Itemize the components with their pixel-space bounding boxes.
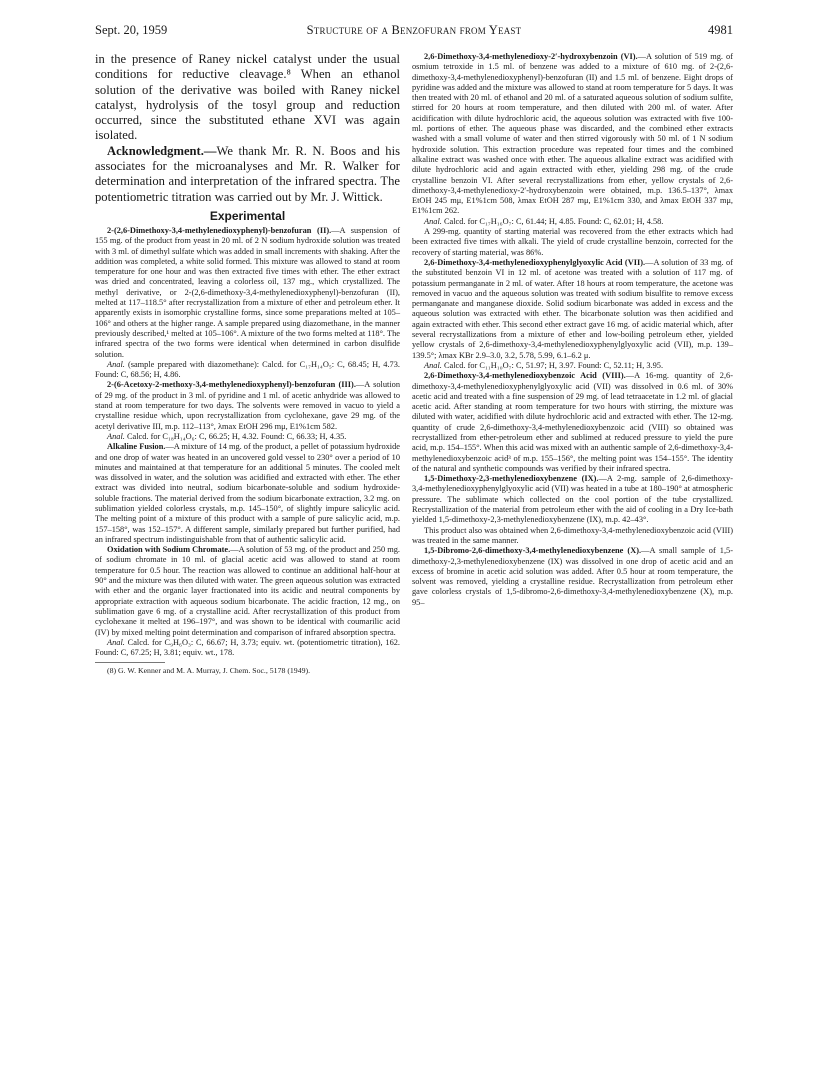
procedure-text: —A solution of 519 mg. of osmium tetroxide in 1.5 ml. of benzene was added to a mixture of 610 mg. of 2-(2,6-dimethoxy-3,4-methylenedioxyphenyl)-benzofuran (II) and 1.5 ml. of benzene. Eight drops of pyridine was added and the mixture was allowed to stand at room temperature for 5 days. It was then treated with 20 ml. of ethanol and 20 ml. of a saturated aqueous solution of sodium sulfite, stirred for 20 hours at room temperature, and then diluted with 200 ml. of water. After acidification with dilute hydrochloric acid, the aqueous solution was extracted with five 100-ml. portions of ether. The aqueous phase was discarded, and the combined ether extracts washed with a small volume of water and then stirred vigorously with 50 ml. of 1 N sodium hydroxide solution. This extraction procedure was repeated four times and the combined alkaline extract was washed once with ether. The aqueous alkaline extract was acidified with dilute hydrochloric acid and again extracted with ether, yielding 298 mg. of the crude crystalline benzoin VI. After several recrystallizations from ether, yellow crystals of 2,6-dimethoxy-3,4-methylenedioxy-2′-hydroxybenzoin were obtained, m.p. 136.5–137°, λmax EtOH 245 mμ, E1%1cm 508, λmax EtOH 287 mμ, E1%1cm 330, and λmax EtOH 337 mμ, E1%1cm 262. bbox=[412, 52, 733, 216]
procedure-dibromo-x bbox=[412, 546, 733, 608]
anal-label: Anal. bbox=[107, 637, 125, 647]
procedure-heading: 2-(2,6-Dimethoxy-3,4-methylenedioxyphenyl)-benzofuran (II). bbox=[107, 225, 332, 235]
procedure-heading: 1,5-Dibromo-2,6-dimethoxy-3,4-methylenedioxybenzene (X). bbox=[424, 546, 642, 556]
procedure-text: —A 2-mg. sample of 2,6-dimethoxy-3,4-methylenedioxyphenylglyoxylic acid (VII) was heated in a tube at 180–190° at atmospheric pressure. The sublimate which collected on the cool portion of the tube crystallized. Recrystallization of the material from petroleum ether with the aid of cooling in a Dry Ice-bath yielded 1,5-dimethoxy-2,3-methylenedioxybenzene (IX), m.p. 42–43°. bbox=[412, 474, 733, 525]
anal-text: Calcd. for C₁₇H₁₆O₇: C, 61.44; H, 4.85. Found: C, 62.01; H, 4.58. bbox=[441, 216, 664, 226]
analysis-benzoin-vi bbox=[412, 217, 733, 227]
page-number: 4981 bbox=[708, 23, 733, 37]
procedure-heading: 2,6-Dimethoxy-3,4-methylenedioxy-2′-hydroxybenzoin (VI). bbox=[424, 52, 638, 61]
procedure-acetoxy-iii bbox=[95, 380, 400, 431]
procedure-benzofuran-ii bbox=[95, 226, 400, 360]
left-column bbox=[95, 52, 400, 676]
acknowledgment-text: We thank Mr. R. N. Boos and his associates for the microanalyses and Mr. R. Walker for determination and interpretation of the infrared spectra. The potentiometric titration was carried out by Mr. J. Wittick. bbox=[95, 143, 400, 204]
anal-label: Anal. bbox=[107, 359, 125, 369]
anal-label: Anal. bbox=[424, 216, 442, 226]
anal-text: Calcd. for C₁₁H₁₀O₇: C, 51.97; H, 3.97. Found: C, 52.11; H, 3.95. bbox=[441, 360, 664, 370]
procedure-text: —A solution of 29 mg. of the product in 3 ml. of pyridine and 1 ml. of acetic anhydride was allowed to stand at room temperature for two days. The solvents were removed in vacuo to yield a crystalline residue which, upon recrystallization from cyclohexane, gave 29 mg. of the acetyl derivative III, m.p. 112–113°, λmax EtOH 296 mμ, E1%1cm 582. bbox=[95, 380, 400, 431]
procedure-chromate-oxidation bbox=[95, 545, 400, 638]
intro-paragraph: in the presence of Raney nickel catalyst under the usual conditions for reductive cleavage.⁸ When an ethanol solution of the derivative was boiled with Raney nickel catalyst, hydrolysis of the tosyl group and reduction occurred, since the substituted ethane XVI was again isolated. bbox=[95, 52, 400, 143]
analysis-benzofuran-ii bbox=[95, 360, 400, 381]
footnote: (8) G. W. Kenner and M. A. Murray, J. Chem. Soc., 5178 (1949). bbox=[107, 666, 311, 676]
procedure-heading: 1,5-Dimethoxy-2,3-methylenedioxybenzene (IX). bbox=[424, 474, 599, 484]
procedure-heading: 2-(6-Acetoxy-2-methoxy-3,4-methylenedioxyphenyl)-benzofuran (III). bbox=[107, 380, 356, 390]
procedure-text: —A solution of 53 mg. of the product and 250 mg. of sodium chromate in 10 ml. of glacial acetic acid was allowed to stand at room temperature for 0.5 hour. The reaction was allowed to continue an additional half-hour at 90° and the mixture was then diluted with water. The green aqueous solution was extracted with ether and the organic layer fractionated into its acidic and neutral components by appropriate extraction with aqueous sodium bicarbonate. The acidic fraction, 12 mg., on sublimation gave 6 mg. of a crystalline acid. After recrystallization of this product from cyclohexane it melted at 196–197°, and was shown to be identical with coumarilic acid (IV) by mixed melting point determination and comparison of infrared absorption spectra. bbox=[95, 545, 400, 637]
procedure-heading: 2,6-Dimethoxy-3,4-methylenedioxybenzoic Acid (VIII). bbox=[424, 371, 626, 381]
procedure-text: —A mixture of 14 mg. of the product, a pellet of potassium hydroxide and one drop of water was heated in an uncovered gold vessel to 230° over a period of 10 minutes and maintained at that temperature for an additional 5 minutes. The cooled melt was dissolved in water, and the solution was acidified and extracted with ether. The ether extract was divided into neutral, sodium bicarbonate-soluble and sodium hydroxide-soluble fractions. The material derived from the sodium bicarbonate extraction, 3.2 mg. on sublimation yielded colorless crystals, m.p. 145–150°, of slightly impure salicylic acid. The melting point of a mixture of this product with a sample of pure salicylic acid, m.p. 157–158°, was 152–157°. A different sample, similarly prepared but further purified, had an infrared spectrum indistinguishable from that of authentic salicylic acid. bbox=[95, 442, 400, 544]
recovery-paragraph: A 299-mg. quantity of starting material was recovered from the ether extracts which had been extracted five times with alkali. The yield of crude crystalline benzoin, corrected for the recovery of starting material, was 86%. bbox=[412, 227, 733, 257]
procedure-benzene-ix bbox=[412, 474, 733, 525]
analysis-acetoxy-iii bbox=[95, 432, 400, 442]
alternate-route-paragraph: This product also was obtained when 2,6-dimethoxy-3,4-methylenedioxybenzoic acid (VIII) was treated in the same manner. bbox=[412, 525, 733, 545]
anal-text: (sample prepared with diazomethane): Calcd. for C₁₇H₁₄O₅: C, 68.45; H, 4.73. Found: C, 68.56; H, 4.86. bbox=[95, 359, 400, 380]
right-column bbox=[412, 52, 733, 608]
acknowledgment-heading: Acknowledgment.— bbox=[107, 143, 217, 158]
anal-label: Anal. bbox=[107, 431, 125, 441]
procedure-text: —A suspension of 155 mg. of the product from yeast in 20 ml. of 2 N sodium hydroxide solution was treated with 3 ml. of dimethyl sulfate which was added in small increments with shaking. After the addition was completed, a white solid formed. This mixture was allowed to stand at room temperature for one hour and was then extracted five times with ether. The ether extract was dried and concentrated, leaving a colorless oil, 137 mg., which crystallized. The methyl derivative, or 2-(2,6-dimethoxy-3,4-methylenedioxyphenyl)-benzofuran (II), melted at 117–118.5° after recrystallization from a mixture of ether and petroleum ether. It apparently exists in isomorphic crystalline forms, since some preparations melted at 105–106° and others at the higher range. A sample prepared using diazomethane, in the manner previously described,¹ melted at 105–106°. A mixture of the two forms melted at 118°. The infrared spectra of the two forms were identical when determined in carbon disulfide solution. bbox=[95, 225, 400, 359]
anal-text: Calcd. for C₉H₆O₃: C, 66.67; H, 3.73; equiv. wt. (potentiometric titration), 162. Found: C, 67.25; H, 3.81; equiv. wt., 178. bbox=[95, 637, 400, 658]
anal-label: Anal. bbox=[424, 360, 442, 370]
analysis-glyoxylic-acid-vii bbox=[412, 361, 733, 371]
experimental-heading: Experimental bbox=[209, 208, 286, 223]
header-date: Sept. 20, 1959 bbox=[95, 23, 168, 37]
running-header bbox=[95, 22, 733, 38]
procedure-text: —A small sample of 1,5-dimethoxy-2,3-methylenedioxybenzene (IX) was dissolved in one drop of acetic acid and an excess of bromine in acetic acid solution was added. After 0.5 hour at room temperature, the solvent was removed, yielding a crystalline residue. Recrystallization from petroleum ether gave colorless crystals of 1,5-dibromo-2,6-dimethoxy-3,4-methylenedioxybenzene (X), m.p. 95– bbox=[412, 546, 734, 607]
analysis-coumarilic-acid bbox=[95, 638, 400, 659]
procedure-benzoic-acid-viii bbox=[412, 371, 733, 474]
procedure-alkaline-fusion bbox=[95, 442, 400, 545]
procedure-glyoxylic-acid-vii bbox=[412, 258, 733, 361]
header-title: Structure of a Benzofuran from Yeast bbox=[306, 23, 522, 37]
procedure-heading: Alkaline Fusion. bbox=[107, 442, 166, 452]
acknowledgment-paragraph bbox=[95, 144, 400, 205]
procedure-heading: Oxidation with Sodium Chromate. bbox=[107, 545, 231, 555]
procedure-text: —A solution of 33 mg. of the substituted benzoin VI in 12 ml. of acetone was treated with a solution of 117 mg. of potassium permanganate in 2 ml. of water. After 18 hours at room temperature, the acetone was removed in vacuo and the aqueous solution was treated with sodium bisulfite to remove excess permanganate and manganese dioxide. Solid sodium bicarbonate was added in excess and the aqueous solution was extracted with ether. The bicarbonate solution was then acidified and again extracted with ether. This second ether extract gave 16 mg. of acidic material which, after several recrystallizations from a mixture of ether and low-boiling petroleum ether, yielded yellow crystals of 2,6-dimethoxy-3,4-methylenedioxyphenylglyoxylic acid (VII), m.p. 139–139.5°; λmax KBr 2.9–3.0, 3.2, 5.78, 5.99, 6.1–6.2 μ. bbox=[412, 257, 733, 360]
procedure-heading: 2,6-Dimethoxy-3,4-methylenedioxyphenylglyoxylic Acid (VII). bbox=[424, 257, 646, 267]
procedure-text: —A 16-mg. quantity of 2,6-dimethoxy-3,4-methylenedioxyphenylglyoxylic acid (VII) was dissolved in 0.6 ml. of 30% acetic acid and treated with a fine suspension of 29 mg. of lead tetraacetate in 1.2 ml. of glacial acetic acid. After standing at room temperature for two hours with stirring, the mixture was diluted with water, acidified with dilute hydrochloric acid and extracted with ether. The 12-mg. quantity of crude 2,6-dimethoxy-3,4-methylenedioxybenzoic acid (VIII) so obtained was recrystallized from ether-petroleum ether and sublimed at reduced pressure to yield the pure acid, m.p. 154–155°. When this acid was mixed with an authentic sample of 2,6-dimethoxy-3,4-methylenedioxybenzoic acid³ of m.p. 155–156°, the melting point was 154–155°. The identity of the natural and synthetic compounds was verified by their infrared spectra. bbox=[412, 371, 733, 473]
footnote-divider bbox=[95, 662, 165, 663]
procedure-benzoin-vi bbox=[412, 52, 733, 217]
anal-text: Calcd. for C₁₈H₁₄O₆: C, 66.25; H, 4.32. Found: C, 66.33; H, 4.35. bbox=[124, 431, 347, 441]
